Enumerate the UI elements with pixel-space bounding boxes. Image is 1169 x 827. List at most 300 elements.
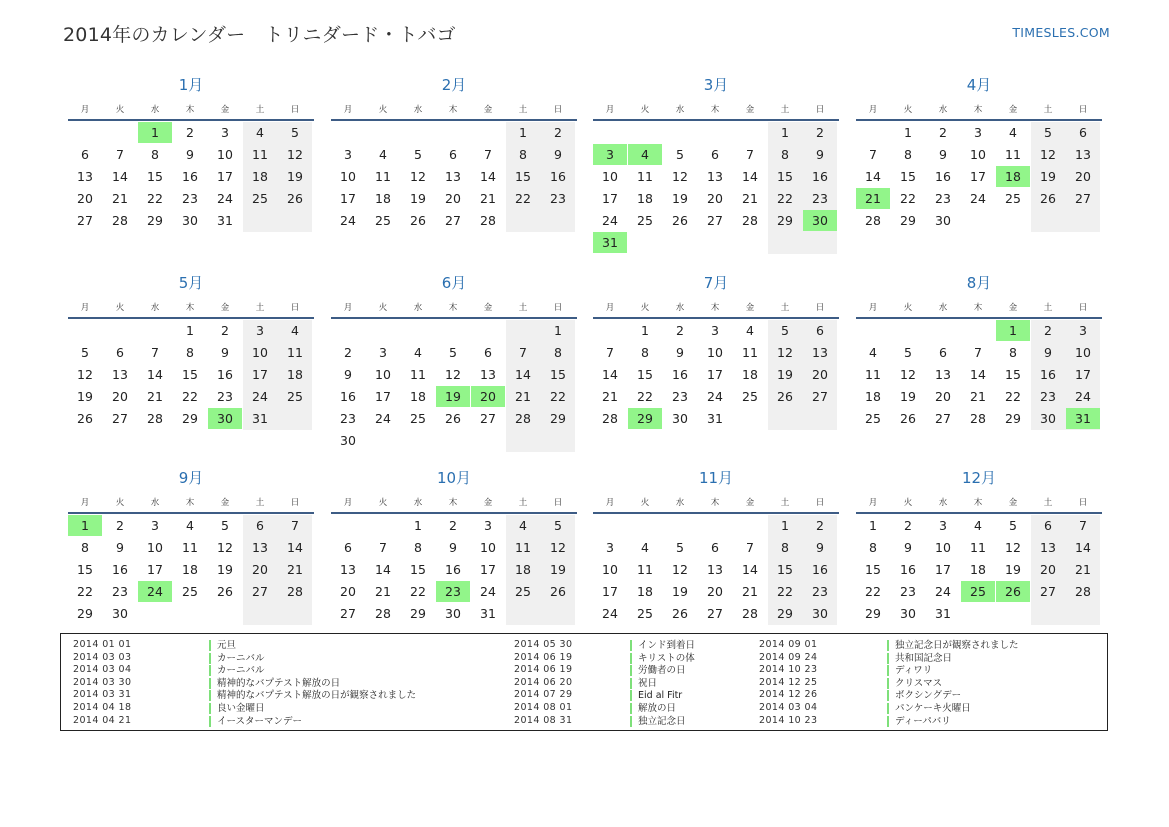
day-cell: 24 [252,389,268,404]
day-cell: 9 [939,147,947,162]
day-cell: 15 [1005,367,1021,382]
header-divider [593,317,839,319]
day-cell: 11 [252,147,268,162]
day-cell: 16 [812,562,828,577]
day-cell: 5 [781,323,789,338]
holiday-name: 精神的なバプテスト解放の日 [209,678,340,689]
day-cell: 29 [865,606,881,621]
day-cell: 20 [812,367,828,382]
holiday-name: 精神的なバプテスト解放の日が観察されました [209,690,416,701]
day-cell: 13 [1075,147,1091,162]
holiday-name: 労働者の日 [630,665,686,676]
weekday-label: 月 [80,498,90,508]
weekday-label: 月 [868,498,878,508]
month-block [856,75,1102,255]
day-cell: 24 [340,213,356,228]
day-cell: 15 [147,169,163,184]
day-cell: 12 [777,345,793,360]
day-cell: 20 [1040,562,1056,577]
day-cell: 18 [410,389,426,404]
day-cell: 21 [112,191,128,206]
day-cell: 20 [340,584,356,599]
holiday-name: カーニバル [209,653,265,664]
day-cell: 25 [375,213,391,228]
weekday-label: 金 [745,105,755,115]
day-cell: 31 [217,213,233,228]
day-cell: 31 [480,606,496,621]
weekday-header [331,301,577,315]
day-cell: 27 [252,584,268,599]
weekday-label: 水 [150,303,160,313]
holiday-date: 2014 10 23 [759,664,818,676]
weekday-label: 金 [1008,303,1018,313]
holiday-date: 2014 03 04 [73,664,132,676]
day-cell: 7 [151,345,159,360]
month-name: 10月 [436,469,472,487]
day-cell: 18 [375,191,391,206]
day-cell: 28 [287,584,303,599]
holiday-day-cell: 31 [593,232,627,253]
day-cell: 11 [970,540,986,555]
day-cell: 14 [480,169,496,184]
holiday-date: 2014 04 18 [73,701,132,713]
day-cell: 9 [676,345,684,360]
holiday-date: 2014 09 24 [759,651,818,663]
holiday-name: 解放の日 [630,703,676,714]
day-cell: 25 [182,584,198,599]
day-cell: 16 [340,389,356,404]
day-cell: 26 [777,389,793,404]
day-cell: 12 [445,367,461,382]
weekday-label: 木 [710,498,720,508]
day-cell: 9 [116,540,124,555]
day-cell: 27 [1075,191,1091,206]
holiday-day-cell: 21 [856,188,890,209]
day-cell: 18 [287,367,303,382]
holiday-date: 2014 10 23 [759,714,818,726]
day-cell: 24 [602,213,618,228]
day-cell: 3 [151,518,159,533]
day-cell: 26 [672,213,688,228]
day-cell: 19 [217,562,233,577]
day-cell: 4 [519,518,527,533]
day-cell: 2 [816,518,824,533]
day-cell: 24 [375,411,391,426]
day-cell: 13 [252,540,268,555]
day-cell: 22 [1005,389,1021,404]
day-cell: 29 [777,213,793,228]
day-cell: 14 [112,169,128,184]
day-cell: 22 [900,191,916,206]
weekday-label: 金 [745,303,755,313]
day-cell: 12 [77,367,93,382]
month-name: 2月 [441,76,467,94]
day-cell: 21 [742,191,758,206]
day-cell: 11 [287,345,303,360]
weekday-label: 月 [80,105,90,115]
day-cell: 17 [375,389,391,404]
day-cell: 7 [1079,518,1087,533]
day-cell: 3 [711,323,719,338]
day-cell: 5 [449,345,457,360]
holiday-day-cell: 29 [628,408,662,429]
day-cell: 25 [252,191,268,206]
day-cell: 19 [77,389,93,404]
day-cell: 11 [515,540,531,555]
day-cell: 15 [515,169,531,184]
day-cell: 15 [410,562,426,577]
header-divider [331,317,577,319]
day-cell: 14 [1075,540,1091,555]
day-cell: 13 [935,367,951,382]
day-cell: 8 [1009,345,1017,360]
day-cell: 21 [375,584,391,599]
day-cell: 6 [711,147,719,162]
day-cell: 30 [900,606,916,621]
header-divider [856,512,1102,514]
holiday-name: ディワリ [887,665,932,676]
weekday-label: 日 [815,303,825,313]
weekday-label: 日 [290,105,300,115]
day-cell: 7 [746,147,754,162]
weekday-label: 土 [518,498,528,508]
day-cell: 9 [816,540,824,555]
holiday-date: 2014 04 21 [73,714,132,726]
weekday-label: 日 [553,498,563,508]
day-cell: 28 [742,606,758,621]
weekday-label: 金 [220,105,230,115]
holiday-date: 2014 08 31 [514,714,573,726]
day-cell: 19 [672,584,688,599]
day-cell: 12 [900,367,916,382]
holiday-day-cell: 25 [961,581,995,602]
day-cell: 12 [287,147,303,162]
day-cell: 22 [182,389,198,404]
weekday-label: 金 [745,498,755,508]
day-cell: 13 [77,169,93,184]
day-cell: 17 [970,169,986,184]
day-cell: 25 [865,411,881,426]
weekday-label: 木 [710,105,720,115]
month-block [593,75,839,255]
day-cell: 30 [672,411,688,426]
day-cell: 21 [147,389,163,404]
day-cell: 3 [606,540,614,555]
day-cell: 4 [641,540,649,555]
weekday-label: 金 [1008,498,1018,508]
day-cell: 20 [112,389,128,404]
day-cell: 11 [637,562,653,577]
month-block [68,468,314,648]
weekday-label: 火 [378,498,388,508]
month-block [856,273,1102,453]
day-cell: 26 [445,411,461,426]
day-cell: 2 [344,345,352,360]
day-cell: 20 [707,191,723,206]
day-cell: 20 [252,562,268,577]
day-cell: 15 [777,169,793,184]
holiday-date: 2014 05 30 [514,639,573,650]
weekday-label: 水 [938,498,948,508]
day-cell: 16 [112,562,128,577]
month-block [331,468,577,648]
day-cell: 4 [414,345,422,360]
day-cell: 12 [1005,540,1021,555]
day-cell: 6 [256,518,264,533]
weekday-header [856,496,1102,510]
weekday-label: 水 [413,498,423,508]
holiday-name: インド到着日 [630,640,695,651]
weekday-label: 土 [780,303,790,313]
day-cell: 15 [777,562,793,577]
weekday-label: 土 [780,498,790,508]
day-cell: 31 [252,411,268,426]
day-cell: 26 [672,606,688,621]
day-cell: 15 [550,367,566,382]
holiday-name: 共和国記念日 [887,653,952,664]
day-cell: 8 [869,540,877,555]
day-cell: 9 [1044,345,1052,360]
holiday-name: 独立記念日が観察されました [887,640,1019,651]
day-cell: 9 [904,540,912,555]
day-cell: 29 [77,606,93,621]
day-cell: 12 [550,540,566,555]
day-cell: 1 [904,125,912,140]
day-cell: 8 [781,540,789,555]
day-cell: 28 [147,411,163,426]
day-cell: 19 [777,367,793,382]
day-cell: 20 [707,584,723,599]
day-cell: 17 [707,367,723,382]
day-cell: 26 [550,584,566,599]
day-cell: 2 [116,518,124,533]
day-cell: 5 [1009,518,1017,533]
holiday-day-cell: 18 [996,166,1030,187]
day-cell: 31 [707,411,723,426]
day-cell: 6 [711,540,719,555]
day-cell: 5 [554,518,562,533]
day-cell: 21 [742,584,758,599]
day-cell: 19 [287,169,303,184]
day-cell: 8 [81,540,89,555]
day-cell: 1 [414,518,422,533]
weekday-label: 火 [378,303,388,313]
weekday-label: 月 [605,105,615,115]
day-cell: 25 [1005,191,1021,206]
day-cell: 28 [112,213,128,228]
day-cell: 9 [186,147,194,162]
holiday-date: 2014 06 20 [514,676,573,688]
day-cell: 12 [410,169,426,184]
weekday-header [856,301,1102,315]
day-cell: 23 [1040,389,1056,404]
day-cell: 1 [781,125,789,140]
day-cell: 2 [939,125,947,140]
day-cell: 5 [676,147,684,162]
day-cell: 8 [414,540,422,555]
day-cell: 1 [186,323,194,338]
day-cell: 2 [676,323,684,338]
day-cell: 27 [812,389,828,404]
day-cell: 5 [81,345,89,360]
holiday-day-cell: 3 [593,144,627,165]
weekday-label: 水 [675,303,685,313]
day-cell: 23 [672,389,688,404]
day-cell: 15 [637,367,653,382]
day-cell: 16 [217,367,233,382]
day-cell: 16 [672,367,688,382]
day-cell: 1 [781,518,789,533]
day-cell: 19 [672,191,688,206]
day-cell: 16 [812,169,828,184]
day-cell: 19 [900,389,916,404]
day-cell: 2 [904,518,912,533]
month-name: 8月 [966,274,992,292]
day-cell: 6 [449,147,457,162]
day-cell: 30 [182,213,198,228]
header-divider [68,512,314,514]
weekday-label: 土 [1043,105,1053,115]
day-cell: 22 [147,191,163,206]
holiday-day-cell: 24 [138,581,172,602]
day-cell: 2 [221,323,229,338]
day-cell: 8 [151,147,159,162]
weekday-label: 木 [185,498,195,508]
day-cell: 4 [186,518,194,533]
day-cell: 3 [344,147,352,162]
weekday-label: 日 [815,498,825,508]
weekday-label: 金 [220,498,230,508]
weekday-label: 月 [868,105,878,115]
weekday-label: 日 [290,303,300,313]
day-cell: 27 [707,213,723,228]
day-cell: 6 [1079,125,1087,140]
weekday-label: 木 [185,303,195,313]
day-cell: 19 [410,191,426,206]
day-cell: 23 [550,191,566,206]
weekday-label: 火 [115,105,125,115]
weekday-label: 火 [378,105,388,115]
header-divider [68,119,314,121]
weekday-label: 土 [255,105,265,115]
weekday-header [68,301,314,315]
day-cell: 28 [375,606,391,621]
day-cell: 12 [672,169,688,184]
day-cell: 16 [550,169,566,184]
day-cell: 11 [182,540,198,555]
day-cell: 14 [865,169,881,184]
weekday-label: 日 [290,498,300,508]
weekday-label: 月 [343,105,353,115]
holiday-date: 2014 09 01 [759,639,818,650]
day-cell: 4 [291,323,299,338]
day-cell: 14 [742,169,758,184]
day-cell: 22 [637,389,653,404]
weekday-label: 水 [938,303,948,313]
holiday-name: 良い金曜日 [209,703,265,714]
day-cell: 6 [81,147,89,162]
day-cell: 6 [116,345,124,360]
day-cell: 14 [375,562,391,577]
weekday-label: 土 [518,303,528,313]
header-divider [331,119,577,121]
weekday-label: 火 [115,303,125,313]
day-cell: 26 [217,584,233,599]
day-cell: 30 [1040,411,1056,426]
weekday-label: 火 [903,105,913,115]
weekday-label: 日 [815,105,825,115]
day-cell: 23 [112,584,128,599]
day-cell: 26 [900,411,916,426]
weekday-label: 金 [483,498,493,508]
day-cell: 1 [519,125,527,140]
day-cell: 9 [449,540,457,555]
day-cell: 28 [865,213,881,228]
weekday-label: 火 [903,498,913,508]
day-cell: 8 [904,147,912,162]
day-cell: 18 [742,367,758,382]
day-cell: 2 [816,125,824,140]
weekday-header [331,496,577,510]
holiday-name: イースターマンデー [209,716,302,727]
day-cell: 24 [935,584,951,599]
day-cell: 29 [550,411,566,426]
weekday-label: 水 [413,303,423,313]
day-cell: 16 [1040,367,1056,382]
day-cell: 15 [900,169,916,184]
header-divider [593,512,839,514]
header-divider [856,119,1102,121]
weekday-label: 日 [553,105,563,115]
weekday-label: 木 [973,303,983,313]
day-cell: 18 [515,562,531,577]
day-cell: 6 [344,540,352,555]
day-cell: 25 [742,389,758,404]
day-cell: 1 [554,323,562,338]
day-cell: 27 [77,213,93,228]
month-block [331,273,577,453]
weekday-label: 火 [640,498,650,508]
holiday-name: クリスマス [887,678,942,689]
site-brand-link[interactable]: TIMESLES.COM [1012,25,1110,40]
day-cell: 26 [77,411,93,426]
weekday-label: 月 [343,303,353,313]
day-cell: 7 [379,540,387,555]
month-block [68,75,314,255]
day-cell: 10 [340,169,356,184]
day-cell: 6 [816,323,824,338]
day-cell: 14 [742,562,758,577]
day-cell: 25 [515,584,531,599]
day-cell: 18 [970,562,986,577]
day-cell: 27 [480,411,496,426]
day-cell: 9 [221,345,229,360]
day-cell: 17 [480,562,496,577]
day-cell: 3 [256,323,264,338]
day-cell: 13 [445,169,461,184]
holiday-day-cell: 23 [436,581,470,602]
weekday-label: 木 [448,498,458,508]
day-cell: 27 [935,411,951,426]
month-block [593,468,839,648]
day-cell: 3 [939,518,947,533]
day-cell: 21 [480,191,496,206]
day-cell: 25 [287,389,303,404]
holiday-day-cell: 19 [436,386,470,407]
day-cell: 9 [554,147,562,162]
day-cell: 22 [410,584,426,599]
weekday-label: 火 [640,303,650,313]
